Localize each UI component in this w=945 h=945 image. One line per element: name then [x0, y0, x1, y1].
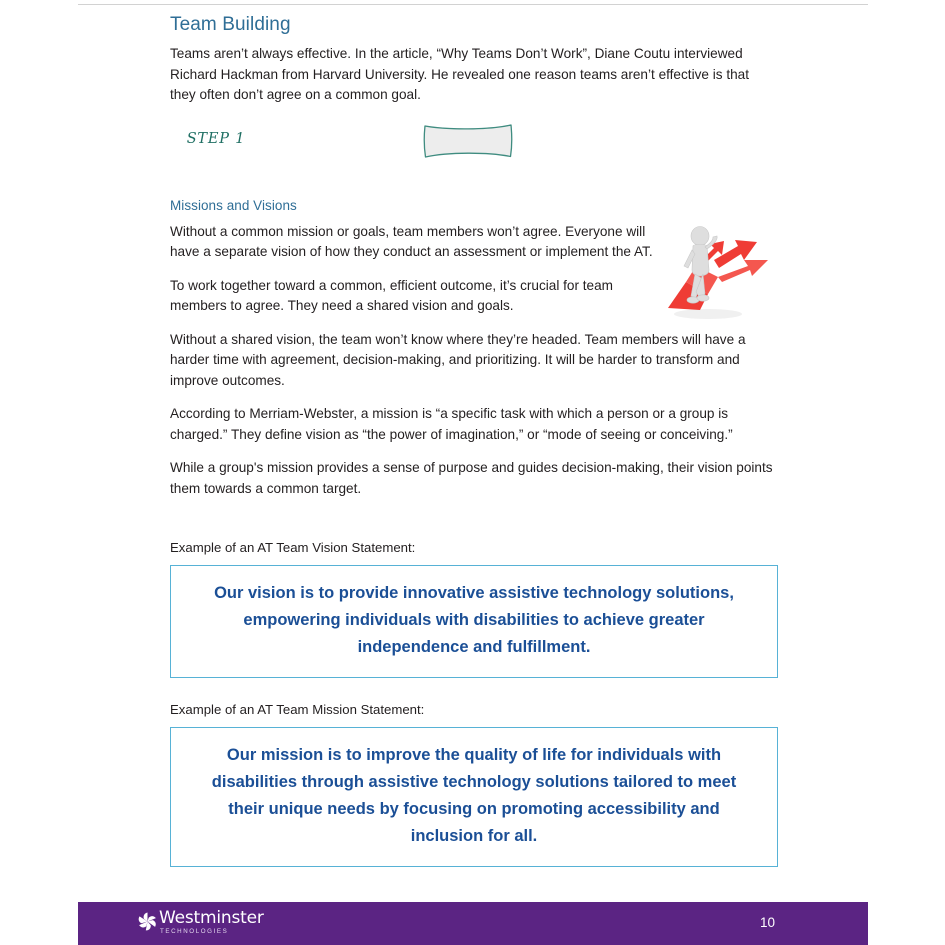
step-badge	[422, 122, 514, 160]
intro-paragraph: Teams aren’t always effective. In the article, “Why Teams Don’t Work”, Diane Coutu interviewed Richard Hackman from Harvard University. He revealed one reason teams aren’t effective is that they often don’t agree on a common goal.	[170, 46, 749, 102]
pinwheel-logo-icon	[138, 912, 157, 931]
mission-statement-box	[170, 727, 778, 867]
mission-statement-label: Example of an AT Team Mission Statement:	[170, 702, 425, 717]
step-badge-label: STEP 1	[186, 130, 246, 147]
paragraph-2: To work together toward a common, efficient outcome, it’s crucial for team members to agree. They need a shared vision and goals.	[170, 277, 613, 313]
step-badge-shape	[422, 122, 514, 160]
paragraph-4: According to Merriam-Webster, a mission is “a specific task with which a person or a group is charged.” They define vision as “the power of imagination,” or “mode of seeing or conceiving.”	[170, 406, 733, 442]
step-badge-container	[170, 120, 778, 182]
vision-statement-label: Example of an AT Team Vision Statement:	[170, 540, 416, 555]
forked-arrow-illustration	[662, 222, 780, 324]
page-number: 10	[760, 915, 776, 930]
header-divider	[78, 4, 868, 5]
page-content	[170, 14, 778, 889]
paragraph-1: Without a common mission or goals, team members won’t agree. Everyone will have a separate vision of how they conduct an assessment or implement the AT.	[170, 223, 653, 259]
logo-wordmark	[159, 910, 264, 935]
westminster-logo	[138, 910, 264, 935]
vision-statement-text: Our vision is to provide innovative assistive technology solutions, empowering individuals with disabilities to achieve greater independence and fulfillment.	[214, 584, 734, 656]
paragraph-5: While a group's mission provides a sense of purpose and guides decision-making, their vision points them towards a common target.	[170, 460, 773, 496]
paragraph-3: Without a shared vision, the team won’t know where they’re headed. Team members will have a harder time with agreement, decision-making, and prioritizing. It will be harder to transform and improve outcomes.	[170, 331, 746, 388]
figure-at-forked-arrow-icon	[662, 222, 780, 324]
subsection-title: Missions and Visions	[170, 197, 297, 213]
logo-brand-name: Westminster	[159, 908, 264, 928]
logo-brand-subtitle: TECHNOLOGIES	[160, 928, 229, 935]
vision-statement-box	[170, 565, 778, 678]
page-title: Team Building	[170, 14, 291, 35]
page-footer	[78, 902, 868, 945]
mission-statement-text: Our mission is to improve the quality of life for individuals with disabilities through assistive technology solutions tailored to meet their unique needs by focusing on promoting accessibility and inclusion for all.	[211, 746, 737, 845]
